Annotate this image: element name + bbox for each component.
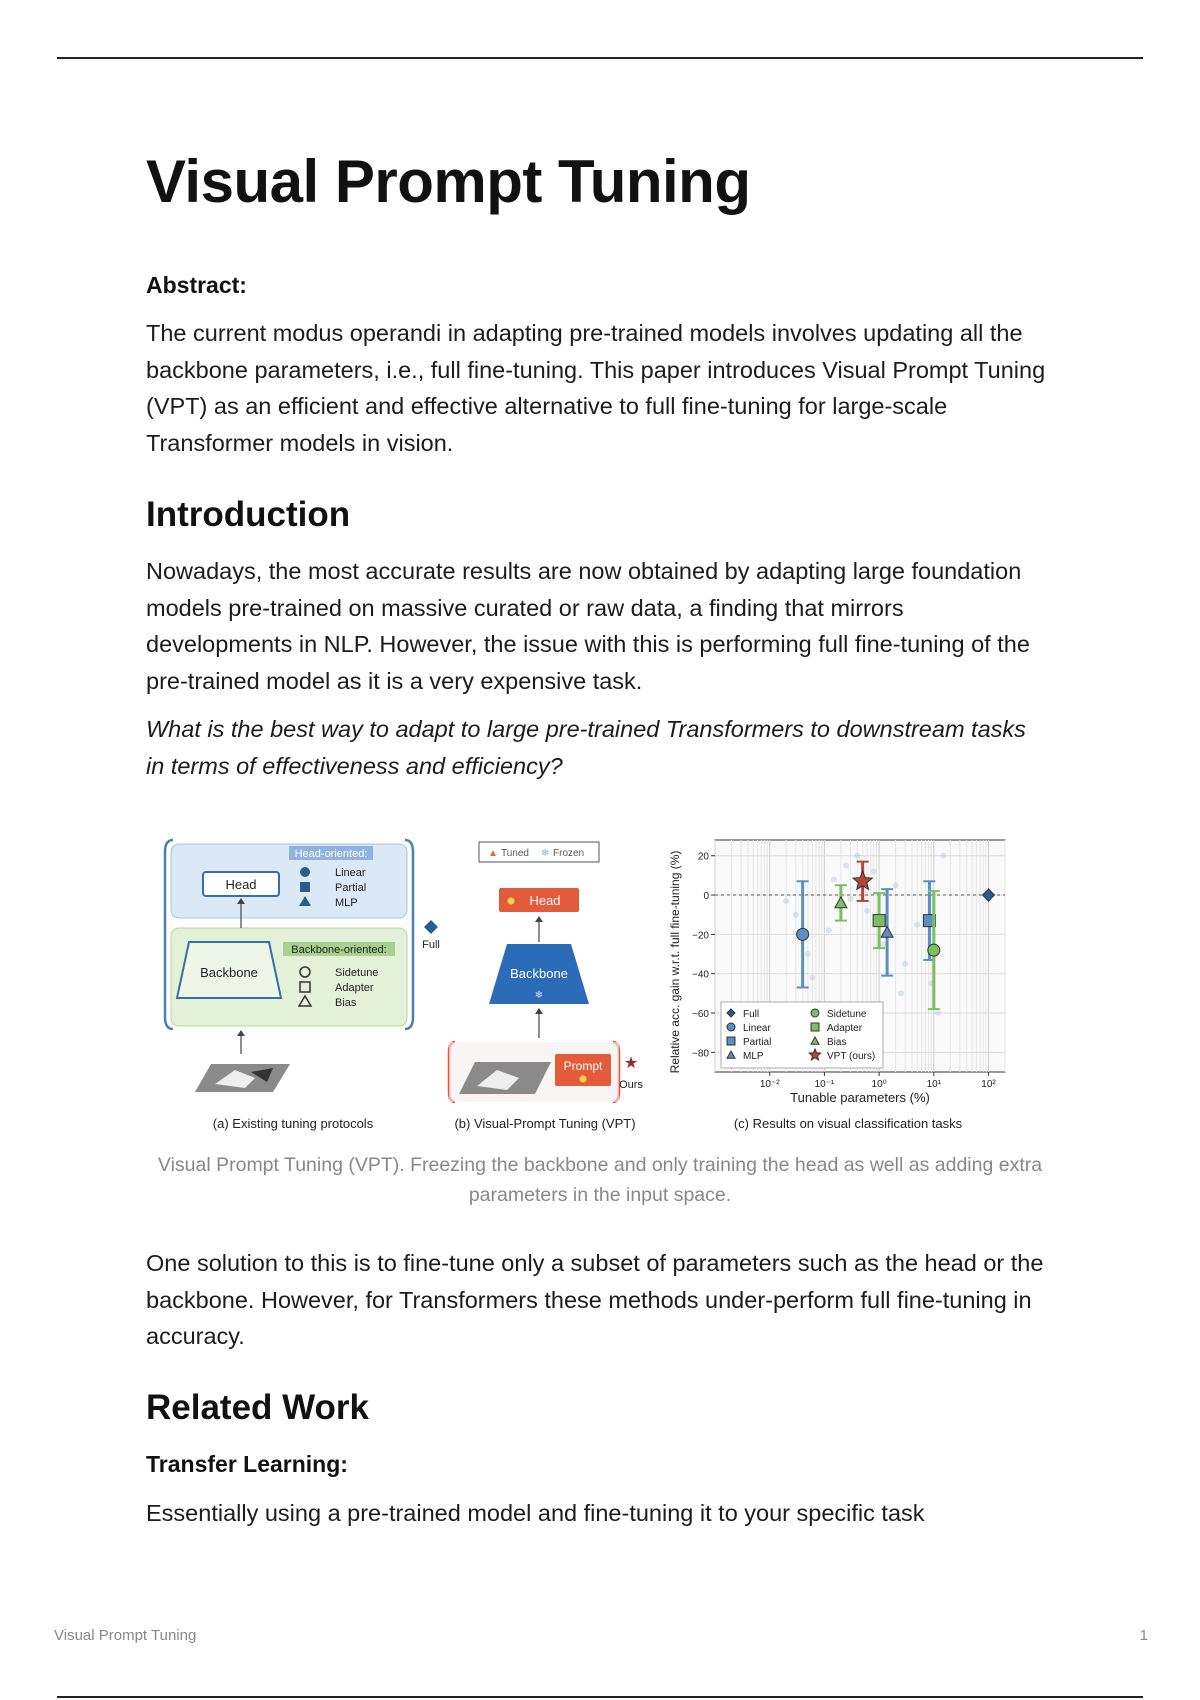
chart-legend-label: Partial xyxy=(743,1037,772,1048)
chart-task-point xyxy=(848,896,854,902)
vpt-figure-svg xyxy=(155,832,1035,1132)
abstract-text: The current modus operandi in adapting pre-trained models involves updating all the backbone parameters, i.e., full fine-tuning. This paper introduces Visual Prompt Tuning (VPT) as an efficient and effective alternative to full fine-tuning for large-scale Transformer models in vision. xyxy=(146,320,1046,456)
chart-y-tick-label: 20 xyxy=(697,851,709,863)
panel-c-caption: (c) Results on visual classification tasks xyxy=(733,1116,963,1131)
chart-legend-label: Linear xyxy=(743,1023,771,1034)
chart-y-tick-label: −40 xyxy=(692,969,709,981)
chart-point-sidetune xyxy=(928,944,940,956)
chart-y-tick-label: −60 xyxy=(692,1009,709,1021)
panel-a-head-label: Head xyxy=(225,877,257,892)
chart-task-point xyxy=(831,876,837,882)
chart-task-point xyxy=(914,922,920,928)
panel-a xyxy=(165,840,440,1131)
chart-xlabel: Tunable parameters (%) xyxy=(790,1090,930,1105)
panel-c xyxy=(668,840,1005,1131)
top-rule xyxy=(57,57,1143,59)
chart-y-tick-label: 0 xyxy=(703,891,709,903)
panel-a-caption: (a) Existing tuning protocols xyxy=(212,1116,374,1131)
linear-icon xyxy=(300,867,310,877)
chart-task-point xyxy=(854,853,860,859)
method-partial: Partial xyxy=(335,882,367,894)
chart-task-point xyxy=(940,853,946,859)
bottom-rule xyxy=(57,1696,1143,1698)
solution-text: One solution to this is to fine-tune only a subset of parameters such as the head or the backbone. However, for Transformers these methods under-perform full fine-tuning in accuracy. xyxy=(146,1250,1044,1349)
chart-ylabel: Relative acc. gain w.r.t. full fine-tuning (%) xyxy=(668,850,682,1074)
flame-icon: ▲ xyxy=(488,848,498,859)
chart-point-linear xyxy=(797,928,809,940)
chart-task-point xyxy=(864,908,870,914)
ours-star-icon: ★ xyxy=(623,1055,639,1072)
chart-legend-marker xyxy=(811,1023,819,1031)
chart-task-point xyxy=(826,927,832,933)
chart-x-tick-label: 10⁰ xyxy=(871,1079,887,1090)
chart-task-point xyxy=(871,868,877,874)
prompt-label: Prompt xyxy=(563,1059,603,1073)
chart-task-point xyxy=(793,912,799,918)
research-question: What is the best way to adapt to large pre-trained Transformers to downstream tasks in terms of effectiveness and efficiency? xyxy=(146,716,1026,779)
figure-caption: Visual Prompt Tuning (VPT). Freezing the backbone and only training the head as well as adding extra parameters in the input space. xyxy=(157,1154,1043,1206)
footer-title: Visual Prompt Tuning xyxy=(54,1627,197,1644)
backbone-oriented-label: Backbone-oriented: xyxy=(291,944,387,956)
chart-task-point xyxy=(809,975,815,981)
partial-icon xyxy=(300,882,310,892)
panel-b-caption: (b) Visual-Prompt Tuning (VPT) xyxy=(454,1116,636,1131)
method-linear: Linear xyxy=(335,867,366,879)
chart-y-tick-label: −20 xyxy=(692,930,709,942)
introduction-heading: Introduction xyxy=(146,495,351,534)
chart-legend-marker xyxy=(811,1009,819,1017)
svg-text:❄: ❄ xyxy=(534,990,544,1001)
ours-label: Ours xyxy=(619,1079,643,1091)
transfer-learning-label: Transfer Learning: xyxy=(146,1451,348,1477)
chart-task-point xyxy=(880,941,886,947)
head-oriented-label: Head-oriented: xyxy=(294,848,368,860)
chart-x-tick-label: 10⁻¹ xyxy=(814,1079,835,1090)
chart-y-tick-label: −80 xyxy=(692,1048,709,1060)
chart-task-point xyxy=(893,882,899,888)
snowflake-icon: ❄ xyxy=(541,848,550,859)
chart-legend-marker xyxy=(727,1023,735,1031)
chart-task-point xyxy=(898,990,904,996)
chart-task-point xyxy=(843,863,849,869)
method-adapter: Adapter xyxy=(335,982,374,994)
introduction-text: Nowadays, the most accurate results are now obtained by adapting large foundation models pre-trained on massive curated or raw data, a finding that mirrors developments in NLP. However, the issue with this is performing full fine-tuning of the pre-trained model as it is a very expensive task. xyxy=(146,558,1030,694)
chart-legend-label: VPT (ours) xyxy=(827,1051,876,1062)
panel-b-head-label: Head xyxy=(529,893,561,908)
chart-legend-label: Bias xyxy=(827,1037,847,1048)
panel-a-backbone-label: Backbone xyxy=(200,965,258,980)
panel-b xyxy=(449,842,643,1131)
full-label: Full xyxy=(422,939,440,951)
panel-b-backbone-label: Backbone xyxy=(510,966,568,981)
chart-legend-label: MLP xyxy=(743,1051,764,1062)
method-mlp: MLP xyxy=(335,897,358,909)
page-number: 1 xyxy=(1139,1627,1148,1644)
abstract-label: Abstract: xyxy=(146,272,247,298)
related-work-heading: Related Work xyxy=(146,1388,370,1427)
chart-legend-label: Full xyxy=(743,1009,760,1020)
chart-task-point xyxy=(902,961,908,967)
chart-legend-label: Adapter xyxy=(827,1023,863,1034)
chart-legend-marker xyxy=(727,1037,735,1045)
chart-x-tick-label: 10² xyxy=(981,1079,996,1090)
chart-point-adapter xyxy=(873,915,885,927)
vpt-figure xyxy=(155,832,1035,1132)
chart-task-point xyxy=(805,951,811,957)
method-bias: Bias xyxy=(335,997,357,1009)
method-sidetune: Sidetune xyxy=(335,967,379,979)
chart-x-tick-label: 10¹ xyxy=(926,1079,942,1090)
chart-x-tick-label: 10⁻² xyxy=(759,1079,780,1090)
chart-task-point xyxy=(935,1010,941,1016)
chart-task-point xyxy=(783,898,789,904)
frozen-label: Frozen xyxy=(553,848,585,859)
full-diamond-icon xyxy=(424,920,438,934)
tuned-label: Tuned xyxy=(501,848,529,859)
transfer-learning-text: Essentially using a pre-trained model and fine-tuning it to your specific task xyxy=(146,1500,925,1526)
chart-legend-label: Sidetune xyxy=(827,1009,867,1020)
page-title: Visual Prompt Tuning xyxy=(146,148,751,215)
